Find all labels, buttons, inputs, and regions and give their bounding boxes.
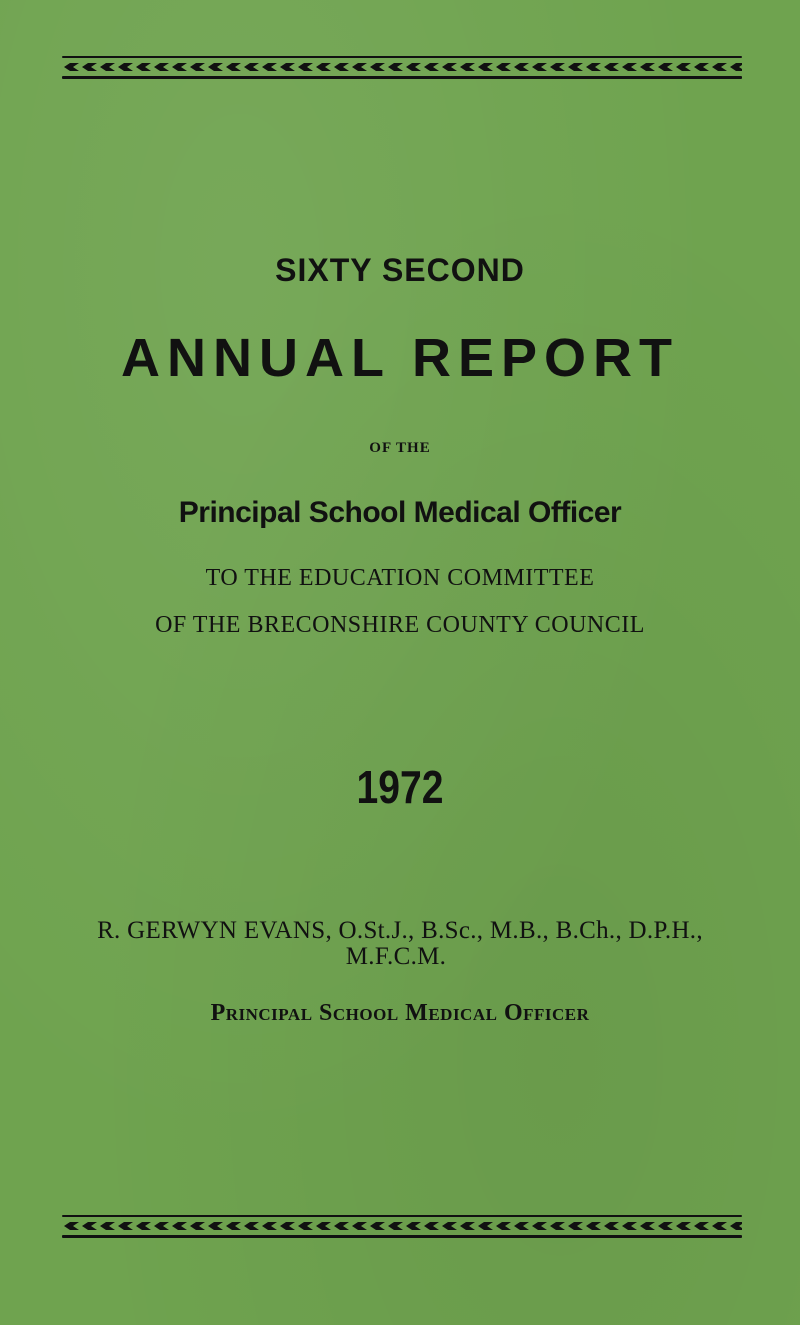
- bottom-rule-upper: [62, 1215, 742, 1217]
- chain-link-ornament: [604, 1222, 619, 1230]
- chain-link-ornament: [298, 1222, 313, 1230]
- chain-link-ornament: [730, 63, 742, 71]
- chain-link-ornament: [496, 1222, 511, 1230]
- chain-link-ornament: [622, 63, 637, 71]
- chain-link-ornament: [712, 1222, 727, 1230]
- chain-link-ornament: [352, 63, 367, 71]
- chain-link-ornament: [586, 63, 601, 71]
- chain-link-ornament: [676, 1222, 691, 1230]
- chain-link-ornament: [568, 63, 583, 71]
- chain-link-ornament: [262, 1222, 277, 1230]
- chain-link-ornament: [442, 63, 457, 71]
- author-role: Principal School Medical Officer: [210, 1000, 590, 1026]
- chain-link-ornament: [244, 1222, 259, 1230]
- report-year: 1972: [356, 761, 444, 813]
- chain-link-ornament: [478, 1222, 493, 1230]
- chain-link-ornament: [190, 1222, 205, 1230]
- bottom-chain-ornament: [62, 1220, 742, 1232]
- chain-link-ornament: [226, 1222, 241, 1230]
- chain-link-ornament: [334, 1222, 349, 1230]
- chain-link-ornament: [586, 1222, 601, 1230]
- chain-link-ornament: [640, 63, 655, 71]
- chain-link-ornament: [334, 63, 349, 71]
- chain-link-ornament: [514, 63, 529, 71]
- chain-link-ornament: [694, 63, 709, 71]
- chain-link-ornament: [100, 1222, 115, 1230]
- chain-link-ornament: [82, 1222, 97, 1230]
- chain-link-ornament: [406, 63, 421, 71]
- chain-link-ornament: [64, 63, 79, 71]
- council-line: OF THE BRECONSHIRE COUNTY COUNCIL: [155, 612, 645, 638]
- heading-ordinal: SIXTY SECOND: [275, 252, 525, 288]
- chain-link-ornament: [208, 63, 223, 71]
- chain-link-ornament: [622, 1222, 637, 1230]
- chain-link-ornament: [352, 1222, 367, 1230]
- chain-link-ornament: [136, 63, 151, 71]
- chain-link-ornament: [262, 63, 277, 71]
- author-credentials-continued: M.F.C.M.: [345, 943, 447, 970]
- chain-link-ornament: [154, 63, 169, 71]
- chain-link-ornament: [658, 1222, 673, 1230]
- chain-link-ornament: [190, 63, 205, 71]
- author-credentials: R. GERWYN EVANS, O.St.J., B.Sc., M.B., B.Ch., D.P.H.,: [97, 917, 703, 944]
- chain-link-ornament: [64, 1222, 79, 1230]
- chain-link-ornament: [118, 63, 133, 71]
- chain-link-ornament: [604, 63, 619, 71]
- chain-link-ornament: [226, 63, 241, 71]
- chain-link-ornament: [424, 63, 439, 71]
- chain-link-ornament: [100, 63, 115, 71]
- chain-link-ornament: [316, 1222, 331, 1230]
- top-chain-ornament: [62, 61, 742, 73]
- chain-link-ornament: [532, 63, 547, 71]
- chain-link-ornament: [298, 63, 313, 71]
- of-the-label: OF THE: [369, 440, 431, 456]
- top-ornamental-border: [62, 56, 742, 79]
- chain-link-ornament: [730, 1222, 742, 1230]
- chain-link-ornament: [712, 63, 727, 71]
- chain-link-ornament: [478, 63, 493, 71]
- chain-link-ornament: [496, 63, 511, 71]
- chain-link-ornament: [136, 1222, 151, 1230]
- chain-link-ornament: [694, 1222, 709, 1230]
- chain-link-ornament: [676, 63, 691, 71]
- chain-link-ornament: [460, 1222, 475, 1230]
- chain-link-ornament: [550, 1222, 565, 1230]
- chain-link-ornament: [154, 1222, 169, 1230]
- committee-line: TO THE EDUCATION COMMITTEE: [205, 565, 595, 591]
- chain-link-ornament: [460, 63, 475, 71]
- chain-link-ornament: [442, 1222, 457, 1230]
- chain-link-ornament: [118, 1222, 133, 1230]
- top-rule-upper: [62, 56, 742, 58]
- chain-link-ornament: [316, 63, 331, 71]
- chain-link-ornament: [658, 63, 673, 71]
- chain-link-ornament: [280, 63, 295, 71]
- chain-link-ornament: [388, 63, 403, 71]
- bottom-rule-lower: [62, 1235, 742, 1238]
- chain-link-ornament: [370, 63, 385, 71]
- chain-link-ornament: [172, 63, 187, 71]
- chain-link-ornament: [424, 1222, 439, 1230]
- chain-link-ornament: [388, 1222, 403, 1230]
- chain-link-ornament: [568, 1222, 583, 1230]
- chain-link-ornament: [208, 1222, 223, 1230]
- chain-link-ornament: [640, 1222, 655, 1230]
- chain-link-ornament: [514, 1222, 529, 1230]
- chain-link-ornament: [244, 63, 259, 71]
- chain-link-ornament: [370, 1222, 385, 1230]
- chain-link-ornament: [406, 1222, 421, 1230]
- chain-link-ornament: [172, 1222, 187, 1230]
- top-rule-lower: [62, 76, 742, 79]
- officer-title: Principal School Medical Officer: [178, 496, 622, 529]
- chain-link-ornament: [280, 1222, 295, 1230]
- heading-main: ANNUAL REPORT: [120, 328, 679, 388]
- chain-link-ornament: [532, 1222, 547, 1230]
- bottom-ornamental-border: [62, 1215, 742, 1238]
- chain-link-ornament: [82, 63, 97, 71]
- chain-link-ornament: [550, 63, 565, 71]
